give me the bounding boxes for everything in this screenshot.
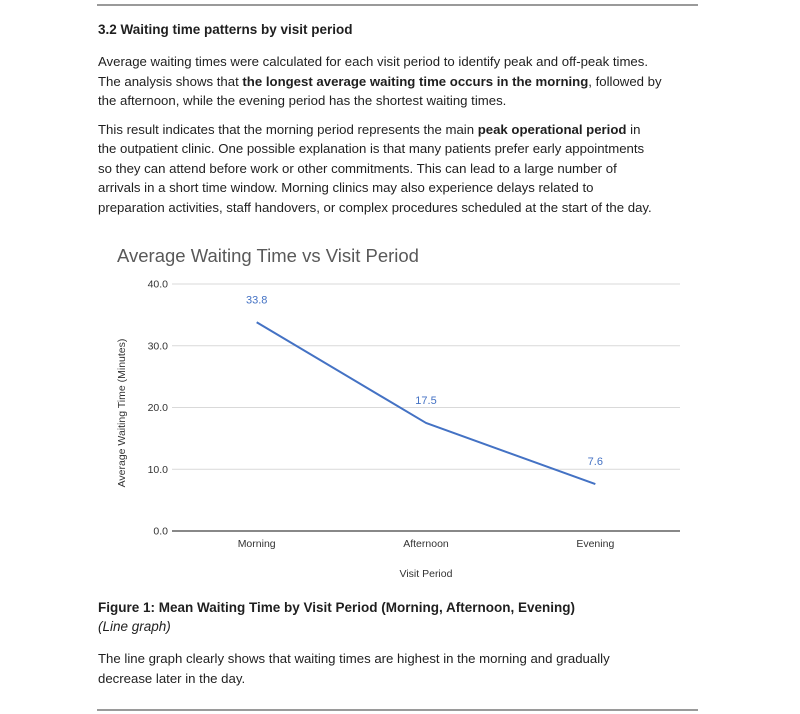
text-run: in — [626, 121, 641, 137]
paragraph-line: The line graph clearly shows that waiting times are highest in the morning and gradually — [98, 651, 610, 666]
chart-title: Average Waiting Time vs Visit Period — [117, 245, 419, 266]
x-tick-label: Afternoon — [403, 538, 449, 550]
paragraph-conclusion — [98, 649, 698, 688]
text-run: This result indicates that the morning period represents the main — [98, 121, 478, 137]
data-label: 7.6 — [587, 456, 603, 469]
figure-subcaption: (Line graph) — [98, 619, 171, 634]
x-tick-label: Evening — [576, 538, 615, 550]
y-axis-ticks — [148, 279, 169, 538]
y-tick-label: 0.0 — [153, 525, 168, 538]
y-tick-label: 10.0 — [147, 463, 168, 476]
bold-text: peak operational period — [477, 121, 627, 137]
bottom-divider — [97, 709, 698, 711]
x-axis-ticks — [238, 538, 615, 550]
y-tick-label: 20.0 — [147, 402, 168, 414]
data-labels — [246, 294, 603, 468]
paragraph-line: the outpatient clinic. One possible explanation is that many patients prefer early appointments — [98, 141, 645, 156]
data-label: 33.8 — [245, 294, 268, 307]
text-run: The analysis shows that — [98, 73, 243, 89]
x-axis-label: Visit Period — [399, 568, 453, 580]
chart-gridlines — [172, 284, 680, 531]
paragraph-line: the afternoon, while the evening period has the shortest waiting times. — [98, 93, 507, 108]
paragraph-line: Average waiting times were calculated for each visit period to identify peak and off-peak times. — [98, 54, 649, 69]
data-label: 17.5 — [415, 394, 437, 407]
y-tick-label: 30.0 — [147, 340, 168, 353]
section-heading: 3.2 Waiting time patterns by visit period — [98, 22, 353, 37]
bold-text: the longest average waiting time occurs in the morning — [242, 73, 589, 89]
paragraph-line: arrivals in a short time window. Morning clinics may also experience delays related to — [98, 180, 594, 195]
text-run: , followed by — [588, 73, 662, 89]
paragraph-line: decrease later in the day. — [98, 670, 246, 686]
figure-caption: Figure 1: Mean Waiting Time by Visit Period (Morning, Afternoon, Evening) — [98, 600, 576, 615]
y-axis-label: Average Waiting Time (Minutes) — [116, 338, 128, 488]
y-tick-label: 40.0 — [147, 278, 168, 291]
x-tick-label: Morning — [237, 538, 276, 550]
paragraph-line: so they can attend before work or other commitments. This can lead to a large number of — [98, 160, 617, 176]
paragraph-line: preparation activities, staff handovers, or complex procedures scheduled at the start of the day. — [98, 199, 652, 215]
